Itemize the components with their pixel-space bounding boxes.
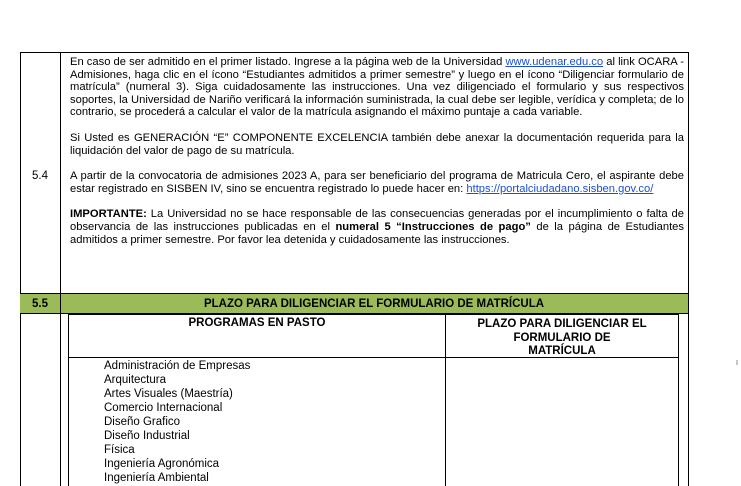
list-item: Ingeniería Ambiental: [104, 472, 209, 484]
list-item: Administración de Empresas: [104, 360, 251, 372]
section-body: [70, 56, 684, 259]
university-link[interactable]: www.udenar.edu.co: [505, 56, 604, 68]
header-line: MATRÍCULA: [528, 345, 596, 357]
paragraph-text: al link OCARA - Admisiones, haga clic en el ícono “Estudiantes admitidos a primer semestre” y luego en el ícono “Diligenciar formulario de matrícula” (numeral 3). Siga cuidadosamente las instrucciones. Una vez diligenciado el formulario y sus respectivos soportes, la Universidad de Nariño verificará la información suministrada, la cual debe ser legible, verídica y completa; de lo contrario, se procederá a calcular el valor de la matrícula asignando el máximo puntaje a cada variable.: [70, 56, 684, 119]
table-right-border: [688, 52, 689, 486]
list-item: Diseño Industrial: [104, 430, 190, 442]
list-item: Arquitectura: [104, 374, 167, 386]
sisben-link[interactable]: https://portalciudadano.sisben.gov.co/: [466, 182, 654, 195]
paragraph: [70, 56, 684, 119]
paragraph: [70, 170, 684, 195]
column-header-deadline: [446, 318, 678, 359]
program-list: [104, 359, 250, 485]
list-item: Comercio Internacional: [104, 402, 223, 414]
inner-table-left: [68, 314, 69, 486]
table-left-border: [20, 52, 21, 486]
section-number: 5.5: [32, 298, 48, 310]
paragraph-text: de la página de Estudiantes admitidos a primer semestre. Por favor lea detenida y cuidadosamente las instrucciones.: [70, 220, 684, 246]
paragraph-text: En caso de ser admitido en el primer listado. Ingrese a la página web de la Universidad: [70, 56, 506, 68]
paragraph-text: La Universidad no se hace responsable de las consecuencias generadas por el incumplimiento o falta de observancia de las instrucciones publicadas en el: [70, 208, 684, 233]
column-header-programs: PROGRAMAS EN PASTO: [188, 317, 326, 329]
margin-mark: [736, 360, 738, 365]
section-number: 5.4: [32, 170, 48, 182]
numeral-reference: numeral 5 “Instrucciones de pago”: [335, 220, 531, 233]
section-title: PLAZO PARA DILIGENCIAR EL FORMULARIO DE MATRÍCULA: [203, 298, 545, 310]
inner-table-right: [678, 314, 679, 486]
table-top-border: [20, 52, 689, 53]
inner-table-top: [68, 314, 679, 315]
list-item: Artes Visuales (Maestría): [104, 388, 233, 400]
important-label: IMPORTANTE:: [70, 208, 147, 221]
paragraph: [70, 208, 684, 246]
list-item: Ingeniería Agronómica: [104, 458, 220, 470]
paragraph: Si Usted es GENERACIÓN “E” COMPONENTE EXCELENCIA también debe anexar la documentación requerida para la liquidación del valor de pago de su matrícula.: [70, 131, 684, 157]
list-item: Física: [104, 444, 135, 456]
header-line: PLAZO PARA DILIGENCIAR EL: [477, 318, 647, 330]
paragraph-text: A partir de la convocatoria de admisiones 2023 A, para ser beneficiario del programa de Matricula Cero, el aspirante debe estar registrado en SISBEN IV, sino se encuentra registrado lo puede hacer en:: [70, 170, 684, 195]
header-line: FORMULARIO DE: [513, 331, 611, 344]
table-col-divider: [60, 52, 61, 486]
list-item: Diseño Grafico: [104, 416, 181, 428]
